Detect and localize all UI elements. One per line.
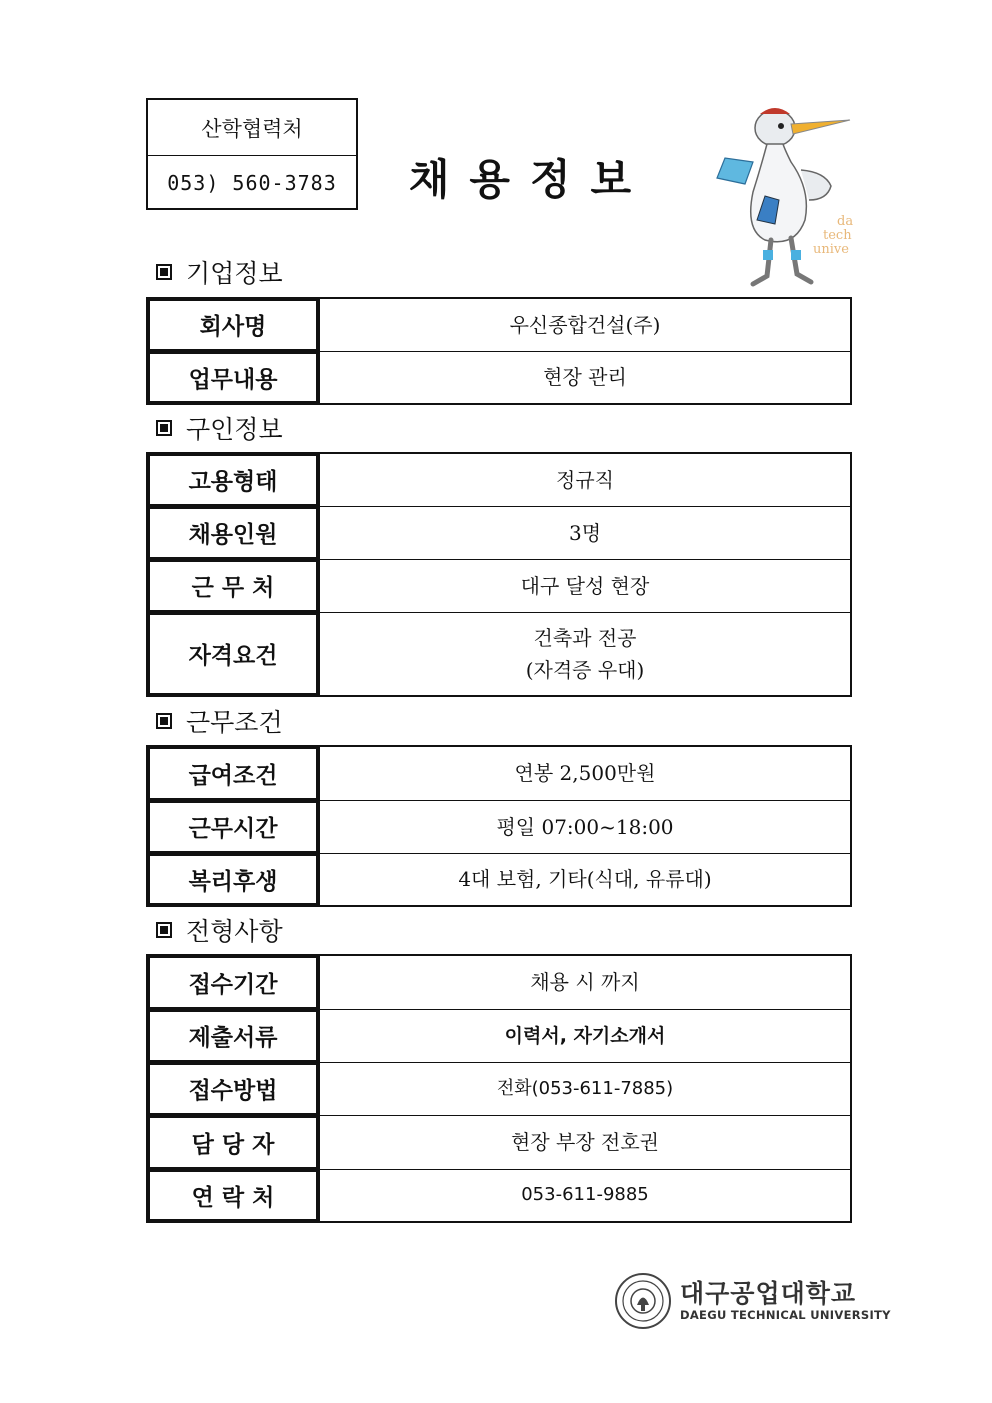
table-row	[147, 1062, 851, 1115]
table-row	[147, 351, 851, 404]
row-value: 현장 부장 전호권	[319, 1115, 851, 1169]
svg-text:unive: unive	[813, 242, 849, 257]
table-row	[147, 1009, 851, 1062]
row-value: 현장 관리	[319, 351, 851, 404]
section-heading-screening	[156, 913, 283, 947]
row-value: 3명	[319, 506, 851, 559]
row-label: 근무시간	[147, 800, 319, 853]
row-value: 4대 보험, 기타(식대, 유류대)	[319, 853, 851, 906]
row-value: 연봉 2,500만원	[319, 746, 851, 800]
row-label: 회사명	[147, 298, 319, 351]
section-heading-recruit	[156, 411, 283, 445]
row-value: 채용 시 까지	[319, 955, 851, 1009]
filled-square-icon	[156, 713, 172, 729]
row-label: 복리후생	[147, 853, 319, 906]
university-name-ko: 대구공업대학교	[680, 1279, 857, 1308]
section-title: 구인정보	[186, 415, 283, 444]
table-row	[147, 612, 851, 696]
row-label: 제출서류	[147, 1009, 319, 1062]
table-row	[147, 1115, 851, 1169]
contact-label: 산학협력처	[201, 116, 303, 141]
contact-phone: 053) 560-3783	[148, 155, 356, 209]
svg-text:tech: tech	[823, 228, 852, 243]
table-row	[147, 559, 851, 612]
row-value: 이력서, 자기소개서	[319, 1009, 851, 1062]
row-value: 평일 07:00~18:00	[319, 800, 851, 853]
row-value: 우신종합건설(주)	[319, 298, 851, 351]
table-row	[147, 506, 851, 559]
university-seal-icon	[614, 1272, 672, 1330]
row-value: 전화(053-611-7885)	[319, 1062, 851, 1115]
table-row	[147, 955, 851, 1009]
page-title: 채용정보	[408, 155, 652, 204]
contact-box	[146, 98, 358, 210]
row-value: 대구 달성 현장	[319, 559, 851, 612]
svg-text:da: da	[837, 214, 854, 229]
filled-square-icon	[156, 420, 172, 436]
row-label: 담 당 자	[147, 1115, 319, 1169]
university-name-en: DAEGU TECHNICAL UNIVERSITY	[680, 1308, 891, 1322]
row-label: 근 무 처	[147, 559, 319, 612]
university-logo	[614, 1272, 891, 1330]
table-row	[147, 1169, 851, 1222]
row-label: 고용형태	[147, 453, 319, 506]
row-label: 업무내용	[147, 351, 319, 404]
table-row	[147, 800, 851, 853]
row-value: 정규직	[319, 453, 851, 506]
section-title: 기업정보	[186, 259, 283, 288]
table-row	[147, 746, 851, 800]
table-row	[147, 298, 851, 351]
table-row	[147, 853, 851, 906]
screening-table	[146, 954, 852, 1223]
filled-square-icon	[156, 922, 172, 938]
value-line: (자격증 우대)	[525, 657, 645, 682]
row-value	[319, 612, 851, 696]
section-title: 전형사항	[186, 917, 283, 946]
table-row	[147, 453, 851, 506]
row-label: 급여조건	[147, 746, 319, 800]
row-label: 연 락 처	[147, 1169, 319, 1222]
section-heading-conditions	[156, 704, 283, 738]
conditions-table	[146, 745, 852, 907]
section-heading-company	[156, 255, 283, 289]
row-label: 채용인원	[147, 506, 319, 559]
crane-mascot-icon	[705, 100, 855, 290]
filled-square-icon	[156, 264, 172, 280]
row-label: 자격요건	[147, 612, 319, 696]
value-line: 건축과 전공	[533, 625, 637, 650]
row-label: 접수기간	[147, 955, 319, 1009]
company-table	[146, 297, 852, 405]
section-title: 근무조건	[186, 708, 283, 737]
row-value: 053-611-9885	[319, 1169, 851, 1222]
recruit-table	[146, 452, 852, 697]
row-label: 접수방법	[147, 1062, 319, 1115]
